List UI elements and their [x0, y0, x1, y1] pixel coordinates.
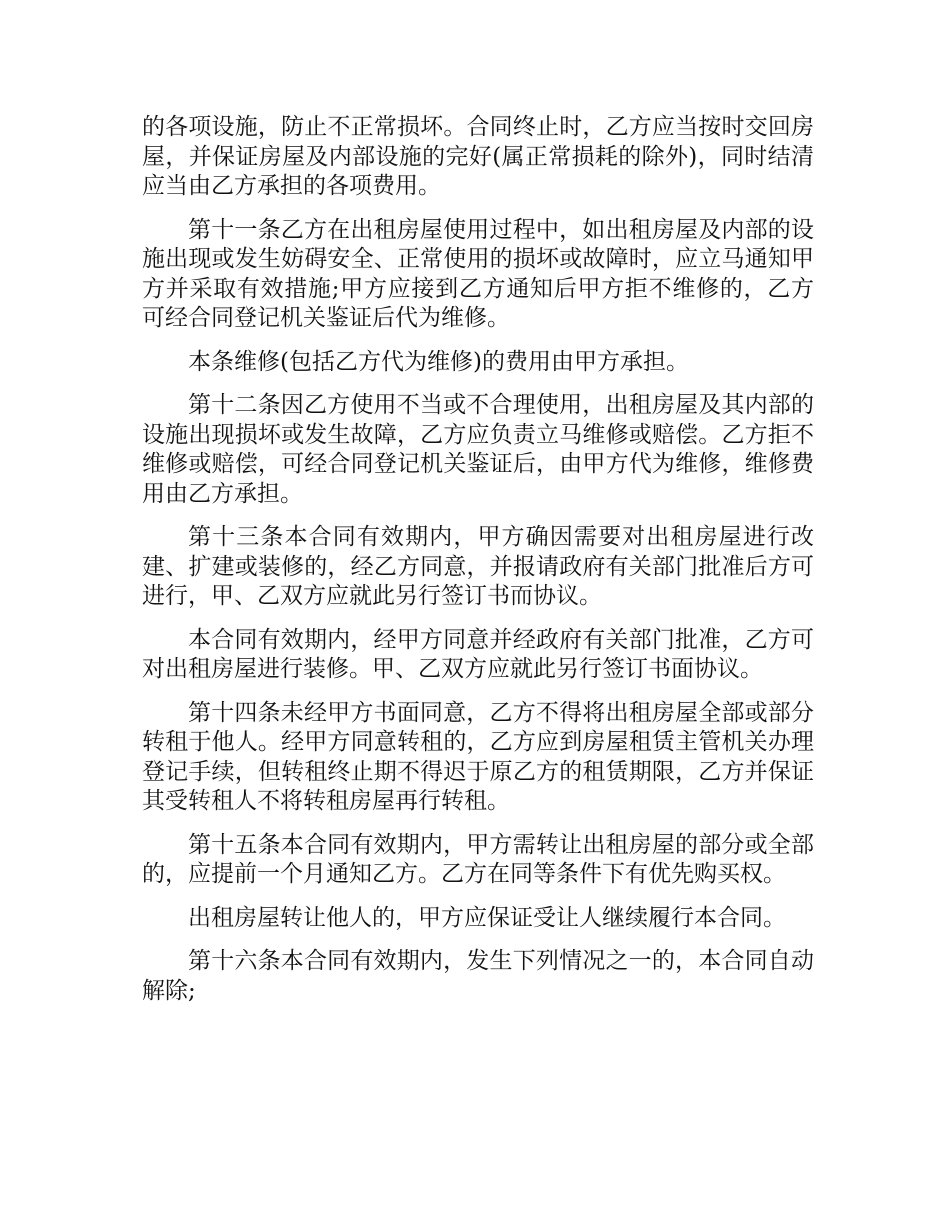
paragraph-article-13: 第十三条本合同有效期内，甲方确因需要对出租房屋进行改建、扩建或装修的，经乙方同意，并报请政府有关部门批准后方可进行，甲、乙双方应就此另行签订书而协议。: [142, 524, 814, 609]
paragraph-article-14: 第十四条未经甲方书面同意，乙方不得将出租房屋全部或部分转租于他人。经甲方同意转租的，乙方应到房屋租赁主管机关办理登记手续，但转租终止期不得迟于原乙方的租赁期限，乙方并保证其受转租人不将转租房屋再行转租。: [142, 699, 814, 814]
paragraph-repair-cost: 本条维修(包括乙方代为维修)的费用由甲方承担。: [188, 348, 689, 375]
paragraph-article-11: 第十一条乙方在出租房屋使用过程中，如出租房屋及内部的设施出现或发生妨碍安全、正常使用的损坏或故障时，应立马通知甲方并采取有效措施;甲方应接到乙方通知后甲方拒不维修的，乙方可经合同登记机关鉴证后代为维修。: [142, 216, 814, 331]
paragraph-article-12: 第十二条因乙方使用不当或不合理使用，出租房屋及其内部的设施出现损坏或发生故障，乙方应负责立马维修或赔偿。乙方拒不维修或赔偿，可经合同登记机关鉴证后，由甲方代为维修，维修费用由乙方承担。: [142, 392, 814, 507]
paragraph-article-16: 第十六条本合同有效期内，发生下列情况之一的，本合同自动解除;: [142, 948, 814, 1004]
paragraph-renovation: 本合同有效期内，经甲方同意并经政府有关部门批准，乙方可对出租房屋进行装修。甲、乙双方应就此另行签订书面协议。: [142, 626, 814, 682]
document-page: [142, 113, 814, 1020]
paragraph-1: 的各项设施，防止不正常损坏。合同终止时，乙方应当按时交回房屋，并保证房屋及内部设施的完好(属正常损耗的除外)，同时结清应当由乙方承担的各项费用。: [142, 114, 814, 199]
paragraph-article-15: 第十五条本合同有效期内，甲方需转让出租房屋的部分或全部的，应提前一个月通知乙方。乙方在同等条件下有优先购买权。: [142, 831, 814, 887]
paragraph-transfer: 出租房屋转让他人的，甲方应保证受让人继续履行本合同。: [188, 904, 786, 931]
